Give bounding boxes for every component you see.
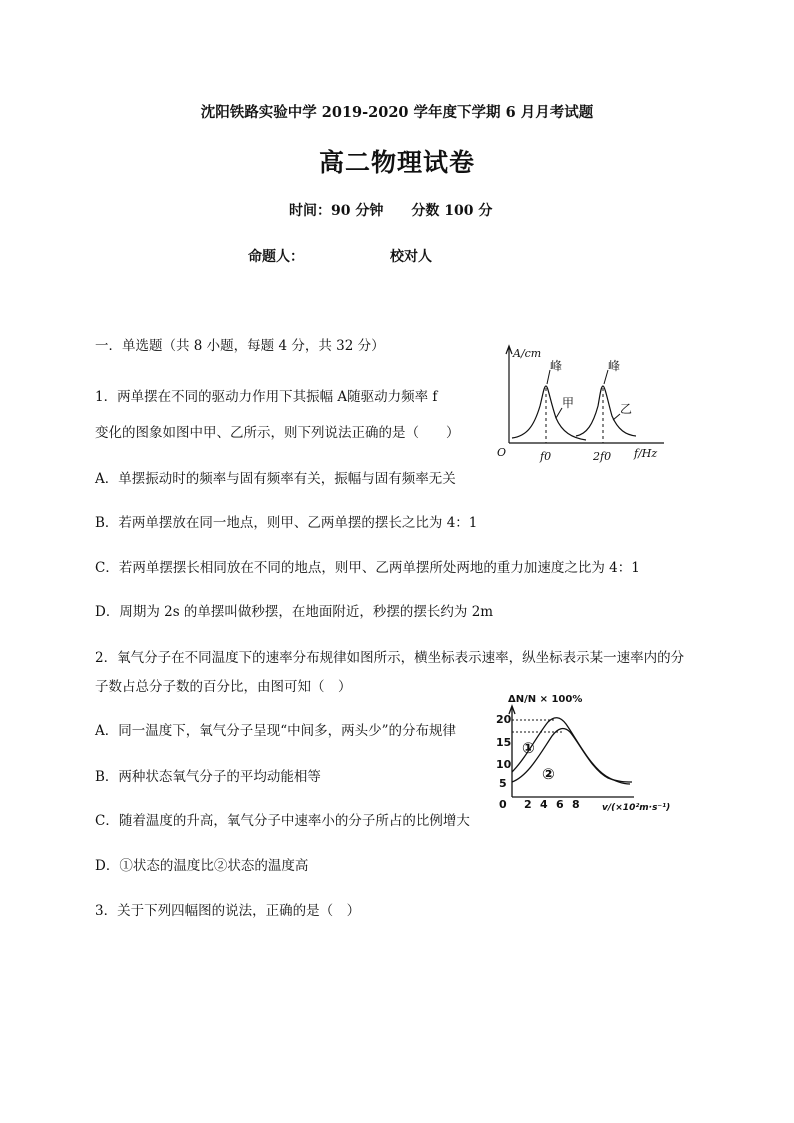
question-2-option-d: D．①状态的温度比②状态的温度高 bbox=[95, 858, 309, 874]
fig2-x-tick-4: 4 bbox=[540, 798, 548, 811]
fig1-peak-label-yi: 峰 bbox=[608, 359, 621, 373]
fig2-curve-label-2: ② bbox=[542, 765, 555, 783]
fig2-x-tick-8: 8 bbox=[572, 798, 580, 811]
question-2-option-c: C．随着温度的升高，氧气分子中速率小的分子所占的比例增大 bbox=[95, 813, 470, 829]
question-1-stem-line2: 变化的图象如图中甲、乙所示，则下列说法正确的是（ ） bbox=[95, 425, 460, 441]
fig1-curve-label-jia: 甲 bbox=[562, 396, 575, 410]
fig2-y-tick-10: 10 bbox=[496, 758, 512, 771]
question-2-option-b: B．两种状态氧气分子的平均动能相等 bbox=[95, 769, 321, 785]
question-1-stem-line1: 1．两单摆在不同的驱动力作用下其振幅 A随驱动力频率 f bbox=[95, 389, 438, 405]
fig2-x-axis-label: v/(×10²m·s⁻¹) bbox=[602, 803, 671, 813]
fig2-y-tick-15: 15 bbox=[496, 736, 512, 749]
fig1-origin-label: O bbox=[497, 446, 507, 459]
fig1-tick-f0: f0 bbox=[540, 450, 552, 463]
fig1-peak-label-jia: 峰 bbox=[550, 359, 563, 373]
speed-distribution-figure bbox=[494, 690, 680, 815]
fig2-y-axis-label: ΔN/N × 100% bbox=[508, 694, 583, 705]
question-1-option-d: D．周期为 2s 的单摆叫做秒摆，在地面附近，秒摆的摆长约为 2m bbox=[95, 604, 494, 620]
fig1-curve-jia bbox=[512, 386, 586, 440]
author-label: 命题人： bbox=[248, 249, 304, 265]
question-1-option-a: A．单摆振动时的频率与固有频率有关，振幅与固有频率无关 bbox=[95, 471, 456, 487]
question-2-option-a: A．同一温度下，氧气分子呈现“中间多，两头少”的分布规律 bbox=[95, 723, 457, 739]
fig1-leader-yi bbox=[613, 414, 620, 420]
question-1-option-b: B．若两单摆放在同一地点，则甲、乙两单摆的摆长之比为 4：1 bbox=[95, 515, 478, 531]
fig2-y-tick-5: 5 bbox=[499, 777, 507, 790]
fig1-curve-label-yi: 乙 bbox=[620, 402, 633, 416]
fig1-y-axis-label: A/cm bbox=[513, 347, 542, 360]
checker-label: 校对人 bbox=[390, 249, 432, 265]
exam-staff bbox=[248, 246, 432, 266]
fig2-x-tick-0: 0 bbox=[499, 798, 507, 811]
fig1-x-axis-label: f/Hz bbox=[634, 447, 658, 460]
school-exam-line: 沈阳铁路实验中学 2019-2020 学年度下学期 6 月月考试题 bbox=[200, 104, 594, 121]
fig1-tick-2f0: 2f0 bbox=[593, 450, 612, 463]
fig2-x-tick-6: 6 bbox=[556, 798, 564, 811]
resonance-figure bbox=[492, 340, 672, 465]
page-title: 高二物理试卷 bbox=[318, 148, 475, 177]
exam-meta bbox=[289, 200, 492, 220]
fig2-x-tick-2: 2 bbox=[524, 798, 532, 811]
question-1-option-c: C．若两单摆摆长相同放在不同的地点，则甲、乙两单摆所处两地的重力加速度之比为 4：1 bbox=[95, 560, 640, 576]
section-heading: 一．单选题（共 8 小题，每题 4 分，共 32 分） bbox=[95, 338, 385, 354]
time-label: 时间：90 分钟 bbox=[289, 203, 384, 219]
fig2-curve-label-1: ① bbox=[522, 739, 535, 757]
fig2-y-tick-20: 20 bbox=[496, 713, 512, 726]
score-label: 分数 100 分 bbox=[411, 203, 493, 219]
question-3-stem: 3．关于下列四幅图的说法，正确的是（ ） bbox=[95, 903, 361, 919]
question-2-stem-line2: 子数占总分子数的百分比，由图可知（ ） bbox=[95, 679, 352, 695]
question-2-stem-line1: 2．氧气分子在不同温度下的速率分布规律如图所示，横坐标表示速率，纵坐标表示某一速率内的分 bbox=[95, 650, 685, 666]
